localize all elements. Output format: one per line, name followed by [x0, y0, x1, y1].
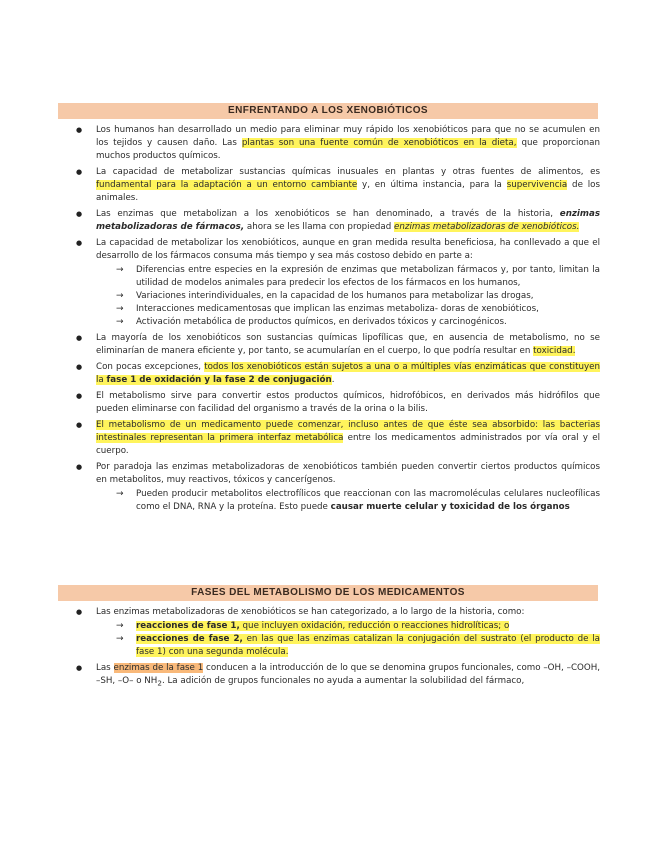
list-item: [74, 237, 600, 329]
text: .: [331, 375, 335, 385]
list-item: [74, 166, 600, 205]
sub-item: → Interacciones medicamentosas que implican las enzimas metaboliza- doras de xenobióticos,: [96, 303, 600, 316]
bullet-list: [74, 606, 600, 690]
text: Los humanos han desarrollado un medio para eliminar muy rápido los xenobióticos para que no se acumulen en los tejidos y causen daño. Las: [96, 125, 600, 148]
text: conducen a la introducción de lo que se denomina grupos funcionales, como –OH, –COOH, –SH, –O– o NH: [96, 663, 601, 686]
section-heading-fases: FASES DEL METABOLISMO DE LOS MEDICAMENTOS: [58, 585, 598, 601]
sub-item: → Variaciones interindividuales, en la capacidad de los humanos para metabolizar las drogas,: [96, 290, 600, 303]
text: La capacidad de metabolizar sustancias químicas inusuales en plantas y otras fuentes de alimentos, es: [96, 167, 600, 177]
subscript: 2: [157, 678, 162, 688]
list-item: [74, 208, 600, 234]
sub-item: → Diferencias entre especies en la expresión de enzimas que metabolizan fármacos y, por tanto, limitan la utilidad de modelos animales para predecir los efectos de los fármacos en los humanos,: [96, 264, 600, 290]
highlight: fundamental para la adaptación a un entorno cambiante: [96, 180, 358, 190]
highlight: supervivencia: [506, 180, 568, 190]
sub-list: [96, 488, 600, 514]
sub-item: [96, 488, 600, 514]
text: entre los medicamentos administrados por vía oral y el cuerpo.: [96, 433, 600, 456]
text: Con pocas excepciones,: [96, 362, 205, 372]
list-item: [74, 124, 600, 163]
text: que proporcionan muchos productos químicos.: [96, 138, 601, 161]
highlight-bold: fase 1 de oxidación y la fase 2 de conjugación: [106, 375, 332, 385]
text: Las enzimas metabolizadoras de xenobióticos se han categorizado, a lo largo de la historia, como:: [96, 607, 525, 617]
text: La capacidad de metabolizar los xenobióticos, aunque en gran medida resulta beneficiosa, ha conllevado a que el desarrollo de los fármacos consuma más tiempo y sea más costoso debido en parte a:: [96, 238, 600, 261]
section-xenobioticos: [74, 124, 600, 517]
text: La mayoría de los xenobióticos son sustancias químicas lipofílicas que, en ausencia de metabolismo, no se eliminarían de manera eficiente y, por tanto, se acumularían en el cuerpo, lo que podría resultar en: [96, 333, 600, 356]
text: ahora se les llama con propiedad: [244, 222, 395, 232]
highlight: enzimas metabolizadoras de xenobióticos.: [394, 222, 580, 232]
text: y, en última instancia, para la: [357, 180, 507, 190]
list-item: [74, 390, 600, 416]
sub-list: [96, 620, 600, 659]
text: Pueden producir metabolitos electrofílicos que reaccionan con las macromoléculas celulares nucleofílicas como el DNA, RNA y la proteína. Esto puede: [136, 489, 600, 512]
section-fases: [74, 606, 600, 693]
list-item: [74, 361, 600, 387]
sub-item: [96, 620, 600, 633]
text: que incluyen oxidación, reducción o reacciones hidrolíticas; o: [239, 621, 510, 631]
sub-item: [96, 633, 600, 659]
text: Las enzimas que metabolizan a los xenobióticos se han denominado, a través de la historia,: [96, 209, 560, 219]
text: de los animales.: [96, 180, 600, 203]
bullet-list: [74, 124, 600, 514]
list-item: [74, 332, 600, 358]
sub-list: [96, 264, 600, 329]
text: . La adición de grupos funcionales no ayuda a aumentar la solubilidad del fármaco,: [161, 676, 525, 686]
sub-item: → Activación metabólica de productos químicos, en derivados tóxicos y carcinogénicos.: [96, 316, 600, 329]
highlight: toxicidad.: [533, 346, 576, 356]
section-heading-xenobioticos: ENFRENTANDO A LOS XENOBIÓTICOS: [58, 103, 598, 119]
list-item: [74, 419, 600, 458]
text: Por paradoja las enzimas metabolizadoras de xenobióticos también pueden convertir ciertos productos químicos en metabolitos, muy reactivos, tóxicos y cancerígenos.: [96, 462, 600, 485]
list-item: [74, 606, 600, 659]
text: Las: [96, 663, 114, 673]
highlight: todos los xenobióticos están sujetos a una o a múltiples vías enzimáticas que constituyen la: [96, 362, 600, 385]
highlight: El metabolismo de un medicamento puede comenzar, incluso antes de que éste sea absorbido: las bacterias intestinales representan la primera interfaz metabólica: [96, 420, 600, 443]
list-item: [74, 461, 600, 514]
highlight-orange: enzimas de la fase 1: [113, 663, 204, 673]
bold-text: reacciones de fase 1,: [136, 621, 240, 631]
text: El metabolismo sirve para convertir estos productos químicos, hidrofóbicos, en derivados más hidrófilos que pueden eliminarse con facilidad del organismo a través de la orina o la bilis.: [96, 391, 600, 414]
emphasis: enzimas metabolizadoras de fármacos,: [96, 209, 600, 232]
text: en las que las enzimas catalizan la conjugación del sustrato (el producto de la fase 1) con una segunda molécula.: [136, 634, 600, 657]
bold-text: reacciones de fase 2,: [136, 634, 243, 644]
list-item: [74, 662, 600, 690]
highlight: plantas son una fuente común de xenobióticos en la dieta,: [241, 138, 517, 148]
bold-text: causar muerte celular y toxicidad de los órganos: [330, 502, 570, 512]
